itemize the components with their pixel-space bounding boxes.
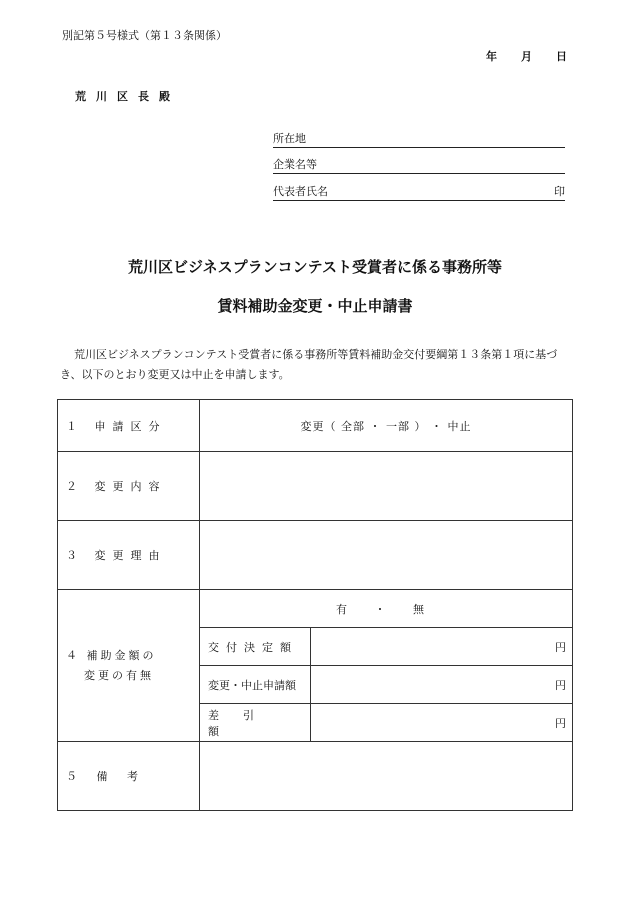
representative-label: 代表者氏名 [273, 185, 328, 198]
application-type-label: １ 申請区分 [66, 419, 167, 433]
change-request-amount-unit: 円 [555, 678, 566, 692]
row-application-type [58, 400, 573, 452]
subsidy-change-label-cell [58, 590, 200, 742]
date-year-label: 年 [486, 50, 497, 63]
subsidy-change-choice-cell[interactable] [200, 590, 573, 628]
application-statement-text: 荒川区ビジネスプランコンテスト受賞者に係る事務所等賃料補助金交付要綱第１３条第１項に基づき、以下のとおり変更又は中止を申請します。 [60, 348, 558, 381]
difference-amount-input[interactable] [311, 704, 573, 742]
form-number: 別記第５号様式（第１３条関係） [62, 29, 227, 42]
difference-amount-label: 差引額 [208, 708, 278, 738]
change-content-label-cell [58, 452, 200, 521]
row-change-reason [58, 521, 573, 590]
application-table [57, 399, 573, 811]
change-reason-input[interactable] [200, 521, 573, 590]
difference-amount-unit: 円 [555, 716, 566, 730]
row-change-content [58, 452, 573, 521]
change-request-amount-input[interactable] [311, 666, 573, 704]
application-type-options: 変更（ 全部 ・ 一部 ） ・ 中止 [300, 419, 472, 433]
grant-decision-amount-input[interactable] [311, 628, 573, 666]
change-request-amount-label: 変更・中止申請額 [208, 678, 296, 692]
change-request-amount-label-cell [200, 666, 311, 704]
difference-amount-label-cell [200, 704, 311, 742]
application-type-label-cell [58, 400, 200, 452]
application-statement [60, 345, 572, 385]
date-day-label: 日 [556, 50, 567, 63]
grant-decision-amount-label-cell [200, 628, 311, 666]
change-content-label: ２ 変更内容 [66, 480, 167, 493]
change-reason-label: ３ 変更理由 [66, 549, 167, 562]
subsidy-change-label-line-2: 変更の有無 [84, 668, 154, 682]
address-field[interactable] [273, 131, 565, 148]
grant-decision-amount-unit: 円 [555, 640, 566, 654]
remarks-label-cell [58, 742, 200, 811]
change-reason-label-cell [58, 521, 200, 590]
seal-label: 印 [554, 185, 565, 198]
representative-field[interactable] [273, 184, 565, 201]
change-content-input[interactable] [200, 452, 573, 521]
grant-decision-amount-label: 交付決定額 [208, 640, 298, 654]
remarks-input[interactable] [200, 742, 573, 811]
company-label: 企業名等 [273, 158, 317, 171]
row-subsidy-change-choice [58, 590, 573, 628]
subsidy-change-label-line-1: ４ 補助金額の [66, 648, 157, 662]
address-label: 所在地 [273, 132, 306, 145]
title-line-1: 荒川区ビジネスプランコンテスト受賞者に係る事務所等 [128, 258, 502, 276]
title-line-2: 賃料補助金変更・中止申請書 [217, 297, 413, 315]
subsidy-change-choice: 有 ・ 無 [336, 602, 436, 616]
row-remarks [58, 742, 573, 811]
addressee: 荒川区長殿 [75, 90, 180, 103]
company-field[interactable] [273, 157, 565, 174]
date-month-label: 月 [521, 50, 532, 63]
remarks-label: ５ 備 考 [66, 770, 146, 783]
application-type-value-cell[interactable] [200, 400, 573, 452]
